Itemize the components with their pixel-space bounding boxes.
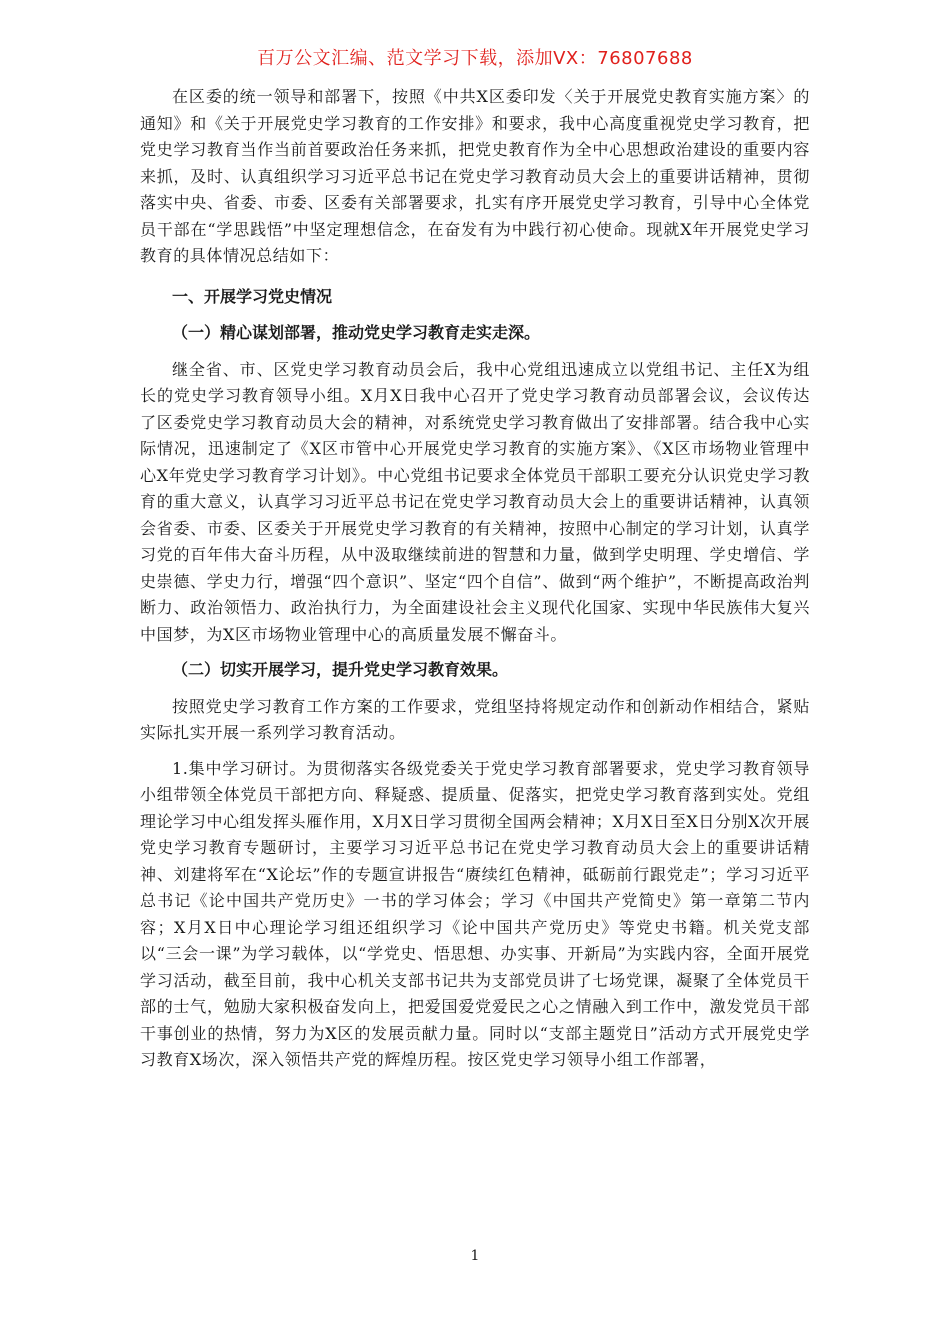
document-body [140, 84, 810, 1083]
intro-paragraph: 在区委的统一领导和部署下，按照《中共X区委印发〈关于开展党史教育实施方案〉的通知》和《关于开展党史学习教育的工作安排》和要求，我中心高度重视党史学习教育，把党史学习教育当作当前首要政治任务来抓，把党史教育作为全中心思想政治建设的重要内容来抓，及时、认真组织学习习近平总书记在党史学习教育动员大会上的重要讲话精神，贯彻落实中央、省委、市委、区委有关部署要求，扎实有序开展党史学习教育，引导中心全体党员干部在“学思践悟”中坚定理想信念，在奋发有为中践行初心使命。现就X年开展党史学习教育的具体情况总结如下： [140, 87, 810, 265]
subsection-title: （一）精心谋划部署，推动党史学习教育走实走深。 [172, 323, 541, 342]
header-banner: 百万公文汇编、范文学习下载，添加VX：76807688 [257, 48, 693, 69]
page-number: 1 [470, 1248, 480, 1264]
subsection-title: （二）切实开展学习，提升党史学习教育效果。 [172, 660, 509, 679]
section-title: 一、开展学习党史情况 [172, 286, 333, 306]
subsection-paragraph: 按照党史学习教育工作方案的工作要求，党组坚持将规定动作和创新动作相结合，紧贴实际扎实开展一系列学习教育活动。 [140, 696, 810, 742]
subsection-paragraph: 继全省、市、区党史学习教育动员会后，我中心党组迅速成立以党组书记、主任X为组长的党史学习教育领导小组。X月X日我中心召开了党史学习教育动员部署会议，会议传达了区委党史学习教育动员大会的精神，对系统党史学习教育做出了安排部署。结合我中心实际情况，迅速制定了《X区市管中心开展党史学习教育的实施方案》、《X区市场物业管理中心X年党史学习教育学习计划》。中心党组书记要求全体党员干部职工要充分认识党史学习教育的重大意义，认真学习习近平总书记在党史学习教育动员大会上的重要讲话精神，认真领会省委、市委、区委关于开展党史学习教育的有关精神，按照中心制定的学习计划，认真学习党的百年伟大奋斗历程，从中汲取继续前进的智慧和力量，做到学史明理、学史增信、学史崇德、学史力行，增强“四个意识”、坚定“四个自信”、做到“两个维护”，不断提高政治判断力、政治领悟力、政治执行力，为全面建设社会主义现代化国家、实现中华民族伟大复兴中国梦，为X区市场物业管理中心的高质量发展不懈奋斗。 [140, 359, 810, 644]
item-paragraph: 1.集中学习研讨。为贯彻落实各级党委关于党史学习教育部署要求，党史学习教育领导小组带领全体党员干部把方向、释疑惑、提质量、促落实，把党史学习教育落到实处。党组理论学习中心组发挥头雁作用，X月X日学习贯彻全国两会精神；X月X日至X日分别X次开展党史学习教育专题研讨，主要学习习近平总书记在党史学习教育动员大会上的重要讲话精神、刘建将军在“X论坛”作的专题宣讲报告“赓续红色精神，砥砺前行跟党走”；学习习近平总书记《论中国共产党历史》一书的学习体会；学习《中国共产党简史》第一章第二节内容；X月X日中心理论学习组还组织学习《论中国共产党历史》等党史书籍。机关党支部以“三会一课”为学习载体，以“学党史、悟思想、办实事、开新局”为实践内容，全面开展党学习活动，截至目前，我中心机关支部书记共为支部党员讲了七场党课，凝聚了全体党员干部的士气，勉励大家积极奋发向上，把爱国爱党爱民之心之情融入到工作中，激发党员干部干事创业的热情，努力为X区的发展贡献力量。同时以“支部主题党日”活动方式开展党史学习教育X场次，深入领悟共产党的辉煌历程。按区党史学习领导小组工作部署， [140, 758, 810, 1069]
